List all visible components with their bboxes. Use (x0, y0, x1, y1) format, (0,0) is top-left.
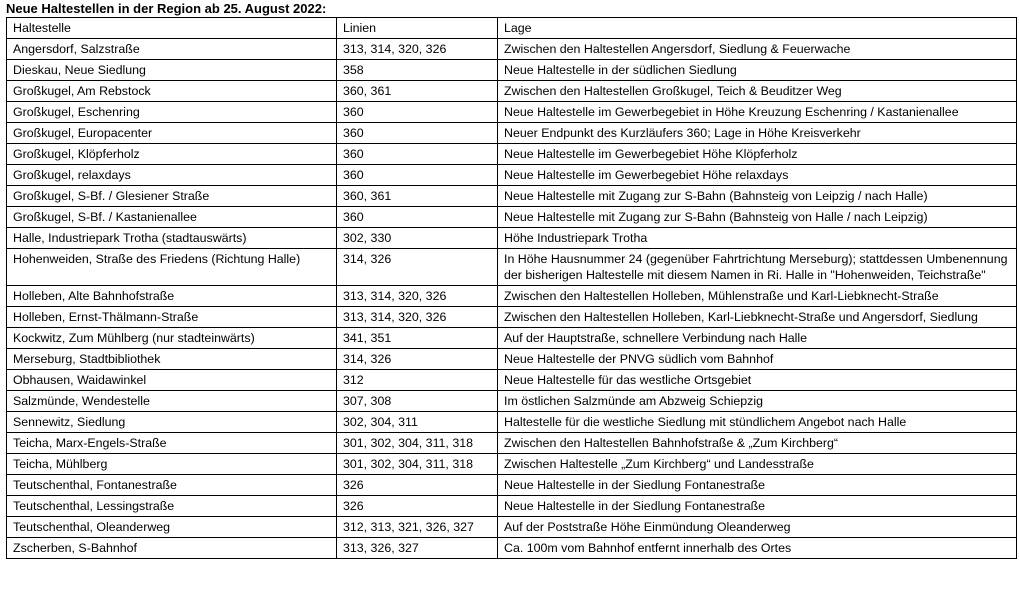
lines-cell: 301, 302, 304, 311, 318 (337, 454, 498, 475)
lines-cell: 302, 330 (337, 228, 498, 249)
lines-cell: 302, 304, 311 (337, 412, 498, 433)
location-cell: Zwischen den Haltestellen Holleben, Mühlenstraße und Karl-Liebknecht-Straße (498, 286, 1017, 307)
lines-cell: 313, 314, 320, 326 (337, 307, 498, 328)
location-cell: Auf der Hauptstraße, schnellere Verbindung nach Halle (498, 328, 1017, 349)
lines-cell: 358 (337, 60, 498, 81)
stop-cell: Großkugel, S-Bf. / Glesiener Straße (7, 186, 337, 207)
stop-cell: Teutschenthal, Oleanderweg (7, 517, 337, 538)
stop-cell: Holleben, Alte Bahnhofstraße (7, 286, 337, 307)
lines-cell: 341, 351 (337, 328, 498, 349)
location-cell: Neue Haltestelle mit Zugang zur S-Bahn (Bahnsteig von Leipzig / nach Halle) (498, 186, 1017, 207)
lines-cell: 301, 302, 304, 311, 318 (337, 433, 498, 454)
stop-cell: Großkugel, Am Rebstock (7, 81, 337, 102)
stop-cell: Zscherben, S-Bahnhof (7, 538, 337, 559)
lines-cell: 326 (337, 496, 498, 517)
location-cell: Ca. 100m vom Bahnhof entfernt innerhalb des Ortes (498, 538, 1017, 559)
stop-cell: Dieskau, Neue Siedlung (7, 60, 337, 81)
stop-cell: Teutschenthal, Fontanestraße (7, 475, 337, 496)
lines-cell: 313, 314, 320, 326 (337, 286, 498, 307)
lines-cell: 326 (337, 475, 498, 496)
table-row (7, 186, 1017, 207)
stop-cell: Großkugel, Klöpferholz (7, 144, 337, 165)
table-row (7, 249, 1017, 286)
column-header-location: Lage (498, 18, 1017, 39)
location-cell: Neue Haltestelle in der Siedlung Fontanestraße (498, 475, 1017, 496)
lines-cell: 312, 313, 321, 326, 327 (337, 517, 498, 538)
location-cell: Im östlichen Salzmünde am Abzweig Schiepzig (498, 391, 1017, 412)
table-row (7, 228, 1017, 249)
location-cell: Neue Haltestelle für das westliche Ortsgebiet (498, 370, 1017, 391)
lines-cell: 360 (337, 207, 498, 228)
lines-cell: 312 (337, 370, 498, 391)
stop-cell: Sennewitz, Siedlung (7, 412, 337, 433)
lines-cell: 313, 314, 320, 326 (337, 39, 498, 60)
location-cell: Neue Haltestelle mit Zugang zur S-Bahn (Bahnsteig von Halle / nach Leipzig) (498, 207, 1017, 228)
location-cell: Neue Haltestelle in der Siedlung Fontanestraße (498, 496, 1017, 517)
table-row (7, 349, 1017, 370)
stop-cell: Holleben, Ernst-Thälmann-Straße (7, 307, 337, 328)
location-cell: Neue Haltestelle in der südlichen Siedlung (498, 60, 1017, 81)
table-row (7, 412, 1017, 433)
table-row (7, 433, 1017, 454)
stop-cell: Großkugel, S-Bf. / Kastanienallee (7, 207, 337, 228)
location-cell: Zwischen Haltestelle „Zum Kirchberg“ und Landesstraße (498, 454, 1017, 475)
table-row (7, 454, 1017, 475)
location-cell: Zwischen den Haltestellen Großkugel, Teich & Beuditzer Weg (498, 81, 1017, 102)
stop-cell: Obhausen, Waidawinkel (7, 370, 337, 391)
location-cell: In Höhe Hausnummer 24 (gegenüber Fahrtrichtung Merseburg); stattdessen Umbenennung der bisherigen Haltestelle mit diesem Namen in Ri. Halle in "Hohenweiden, Teichstraße" (498, 249, 1017, 286)
table-row (7, 81, 1017, 102)
table-row (7, 39, 1017, 60)
table-row (7, 307, 1017, 328)
lines-cell: 314, 326 (337, 349, 498, 370)
header-row (7, 18, 1017, 39)
stop-cell: Teicha, Marx-Engels-Straße (7, 433, 337, 454)
stop-cell: Großkugel, relaxdays (7, 165, 337, 186)
location-cell: Neue Haltestelle im Gewerbegebiet in Höhe Kreuzung Eschenring / Kastanienallee (498, 102, 1017, 123)
stop-cell: Teicha, Mühlberg (7, 454, 337, 475)
lines-cell: 313, 326, 327 (337, 538, 498, 559)
lines-cell: 360 (337, 165, 498, 186)
table-row (7, 475, 1017, 496)
stops-table (6, 17, 1017, 559)
table-row (7, 517, 1017, 538)
stop-cell: Großkugel, Europacenter (7, 123, 337, 144)
table-row (7, 391, 1017, 412)
location-cell: Neue Haltestelle der PNVG südlich vom Bahnhof (498, 349, 1017, 370)
lines-cell: 360 (337, 123, 498, 144)
table-row (7, 538, 1017, 559)
stop-cell: Hohenweiden, Straße des Friedens (Richtung Halle) (7, 249, 337, 286)
lines-cell: 360 (337, 102, 498, 123)
table-row (7, 496, 1017, 517)
location-cell: Auf der Poststraße Höhe Einmündung Oleanderweg (498, 517, 1017, 538)
table-row (7, 286, 1017, 307)
location-cell: Haltestelle für die westliche Siedlung mit stündlichem Angebot nach Halle (498, 412, 1017, 433)
table-row (7, 207, 1017, 228)
location-cell: Zwischen den Haltestellen Holleben, Karl-Liebknecht-Straße und Angersdorf, Siedlung (498, 307, 1017, 328)
location-cell: Neuer Endpunkt des Kurzläufers 360; Lage in Höhe Kreisverkehr (498, 123, 1017, 144)
lines-cell: 360, 361 (337, 186, 498, 207)
table-row (7, 328, 1017, 349)
table-row (7, 144, 1017, 165)
column-header-stop: Haltestelle (7, 18, 337, 39)
stop-cell: Salzmünde, Wendestelle (7, 391, 337, 412)
table-row (7, 102, 1017, 123)
stop-cell: Kockwitz, Zum Mühlberg (nur stadteinwärts) (7, 328, 337, 349)
location-cell: Neue Haltestelle im Gewerbegebiet Höhe relaxdays (498, 165, 1017, 186)
stop-cell: Großkugel, Eschenring (7, 102, 337, 123)
column-header-lines: Linien (337, 18, 498, 39)
table-row (7, 123, 1017, 144)
lines-cell: 360 (337, 144, 498, 165)
stop-cell: Merseburg, Stadtbibliothek (7, 349, 337, 370)
table-row (7, 165, 1017, 186)
location-cell: Zwischen den Haltestellen Bahnhofstraße & „Zum Kirchberg“ (498, 433, 1017, 454)
table-row (7, 370, 1017, 391)
table-row (7, 60, 1017, 81)
lines-cell: 307, 308 (337, 391, 498, 412)
location-cell: Zwischen den Haltestellen Angersdorf, Siedlung & Feuerwache (498, 39, 1017, 60)
stop-cell: Teutschenthal, Lessingstraße (7, 496, 337, 517)
lines-cell: 360, 361 (337, 81, 498, 102)
page-title: Neue Haltestellen in der Region ab 25. August 2022: (6, 1, 327, 16)
stop-cell: Angersdorf, Salzstraße (7, 39, 337, 60)
lines-cell: 314, 326 (337, 249, 498, 286)
location-cell: Neue Haltestelle im Gewerbegebiet Höhe Klöpferholz (498, 144, 1017, 165)
stop-cell: Halle, Industriepark Trotha (stadtauswärts) (7, 228, 337, 249)
location-cell: Höhe Industriepark Trotha (498, 228, 1017, 249)
